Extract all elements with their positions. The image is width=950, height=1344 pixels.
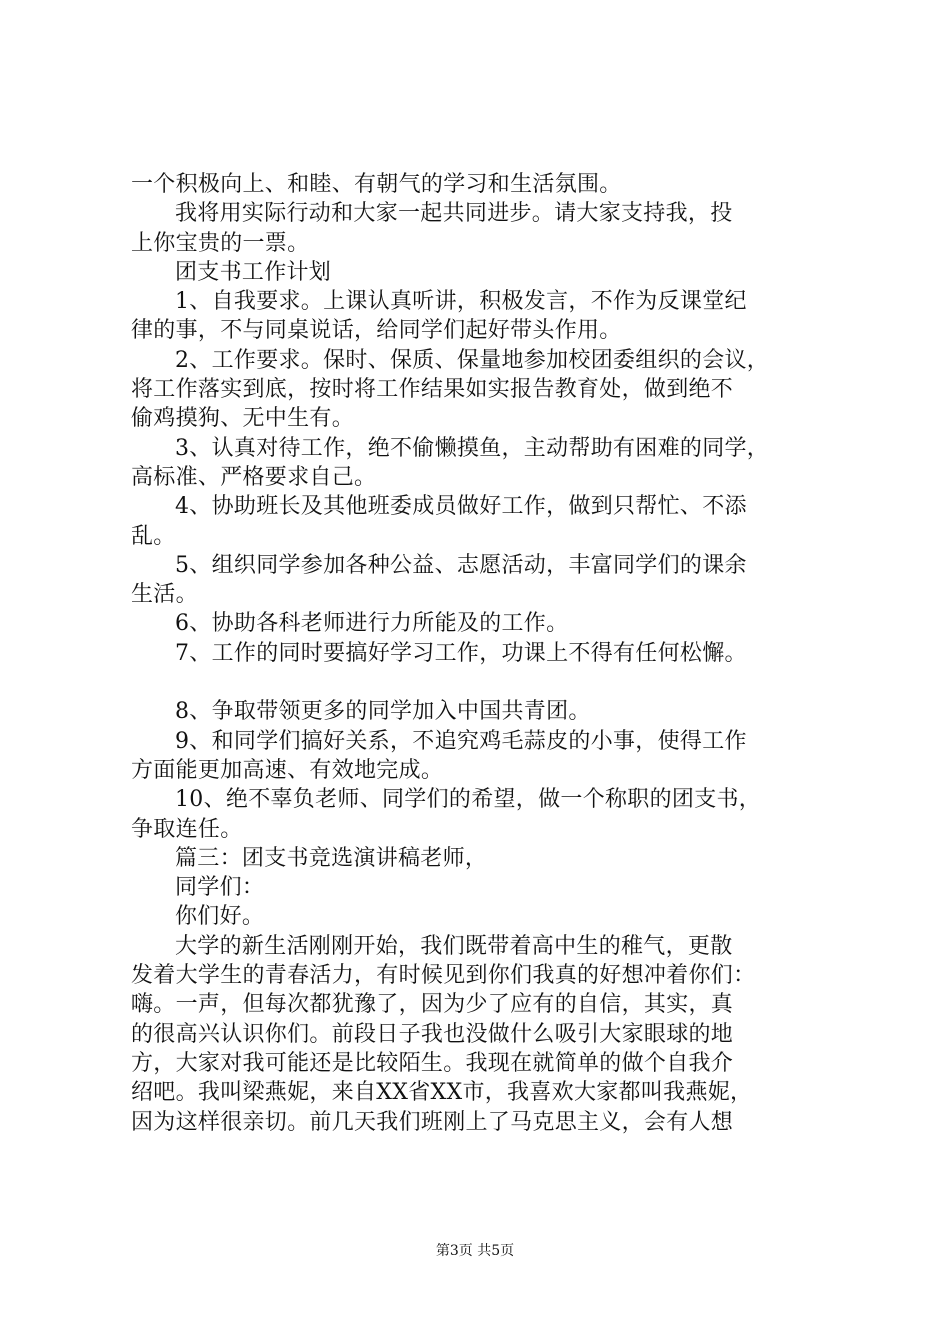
text-line: 大学的新生活刚刚开始，我们既带着高中生的稚气，更散	[175, 933, 733, 959]
text-line: 4、协助班长及其他班委成员做好工作，做到只帮忙、不添	[175, 494, 747, 520]
text-line: 嗨。一声，但每次都犹豫了，因为少了应有的自信，其实，真	[131, 992, 734, 1018]
text-line: 9、和同学们搞好关系，不追究鸡毛蒜皮的小事，使得工作	[175, 728, 747, 754]
text-line: 因为这样很亲切。前几天我们班刚上了马克思主义，会有人想	[131, 1109, 734, 1135]
text-line: 6、协助各科老师进行力所能及的工作。	[175, 611, 569, 637]
text-line: 偷鸡摸狗、无中生有。	[131, 406, 355, 432]
blank-line	[131, 668, 843, 697]
text-line: 生活。	[131, 582, 198, 608]
text-line: 同学们：	[175, 875, 265, 901]
text-line: 10、绝不辜负老师、同学们的希望，做一个称职的团支书，	[175, 787, 762, 813]
text-line: 一个积极向上、和睦、有朝气的学习和生活氛围。	[131, 172, 622, 197]
text-line: 绍吧。我叫梁燕妮，来自XX省XX市，我喜欢大家都叫我燕妮，	[131, 1080, 753, 1106]
text-line: 7、工作的同时要搞好学习工作，功课上不得有任何松懈。	[175, 640, 747, 666]
text-line: 我将用实际行动和大家一起共同进步。请大家支持我，投	[175, 201, 733, 227]
document-body	[131, 170, 843, 1137]
text-line: 3、认真对待工作，绝不偷懒摸鱼，主动帮助有困难的同学，	[175, 435, 770, 461]
text-line: 1、自我要求。上课认真听讲，积极发言，不作为反课堂纪	[175, 289, 747, 315]
text-line: 篇三：团支书竞选演讲稿老师，	[175, 845, 488, 871]
text-line: 2、工作要求。保时、保质、保量地参加校团委组织的会议，	[175, 347, 770, 373]
text-line: 5、组织同学参加各种公益、志愿活动，丰富同学们的课余	[175, 552, 747, 578]
text-line: 律的事，不与同桌说话，给同学们起好带头作用。	[131, 318, 622, 344]
text-line: 上你宝贵的一票。	[131, 230, 310, 256]
text-line: 8、争取带领更多的同学加入中国共青团。	[175, 699, 591, 725]
text-line: 高标准、严格要求自己。	[131, 464, 377, 490]
text-line: 争取连任。	[131, 816, 243, 842]
text-line: 你们好。	[175, 904, 265, 930]
text-line: 方面能更加高速、有效地完成。	[131, 757, 444, 783]
page-footer: 第3页 共5页	[435, 1243, 515, 1259]
text-line: 团支书工作计划	[175, 259, 332, 285]
text-line: 乱。	[131, 523, 176, 549]
text-line: 方，大家对我可能还是比较陌生。我现在就简单的做个自我介	[131, 1050, 734, 1076]
text-line: 发着大学生的青春活力，有时候见到你们我真的好想冲着你们：	[131, 963, 756, 989]
text-line: 将工作落实到底，按时将工作结果如实报告教育处，做到绝不	[131, 377, 734, 403]
text-line: 的很高兴认识你们。前段日子我也没做什么吸引大家眼球的地	[131, 1021, 734, 1047]
